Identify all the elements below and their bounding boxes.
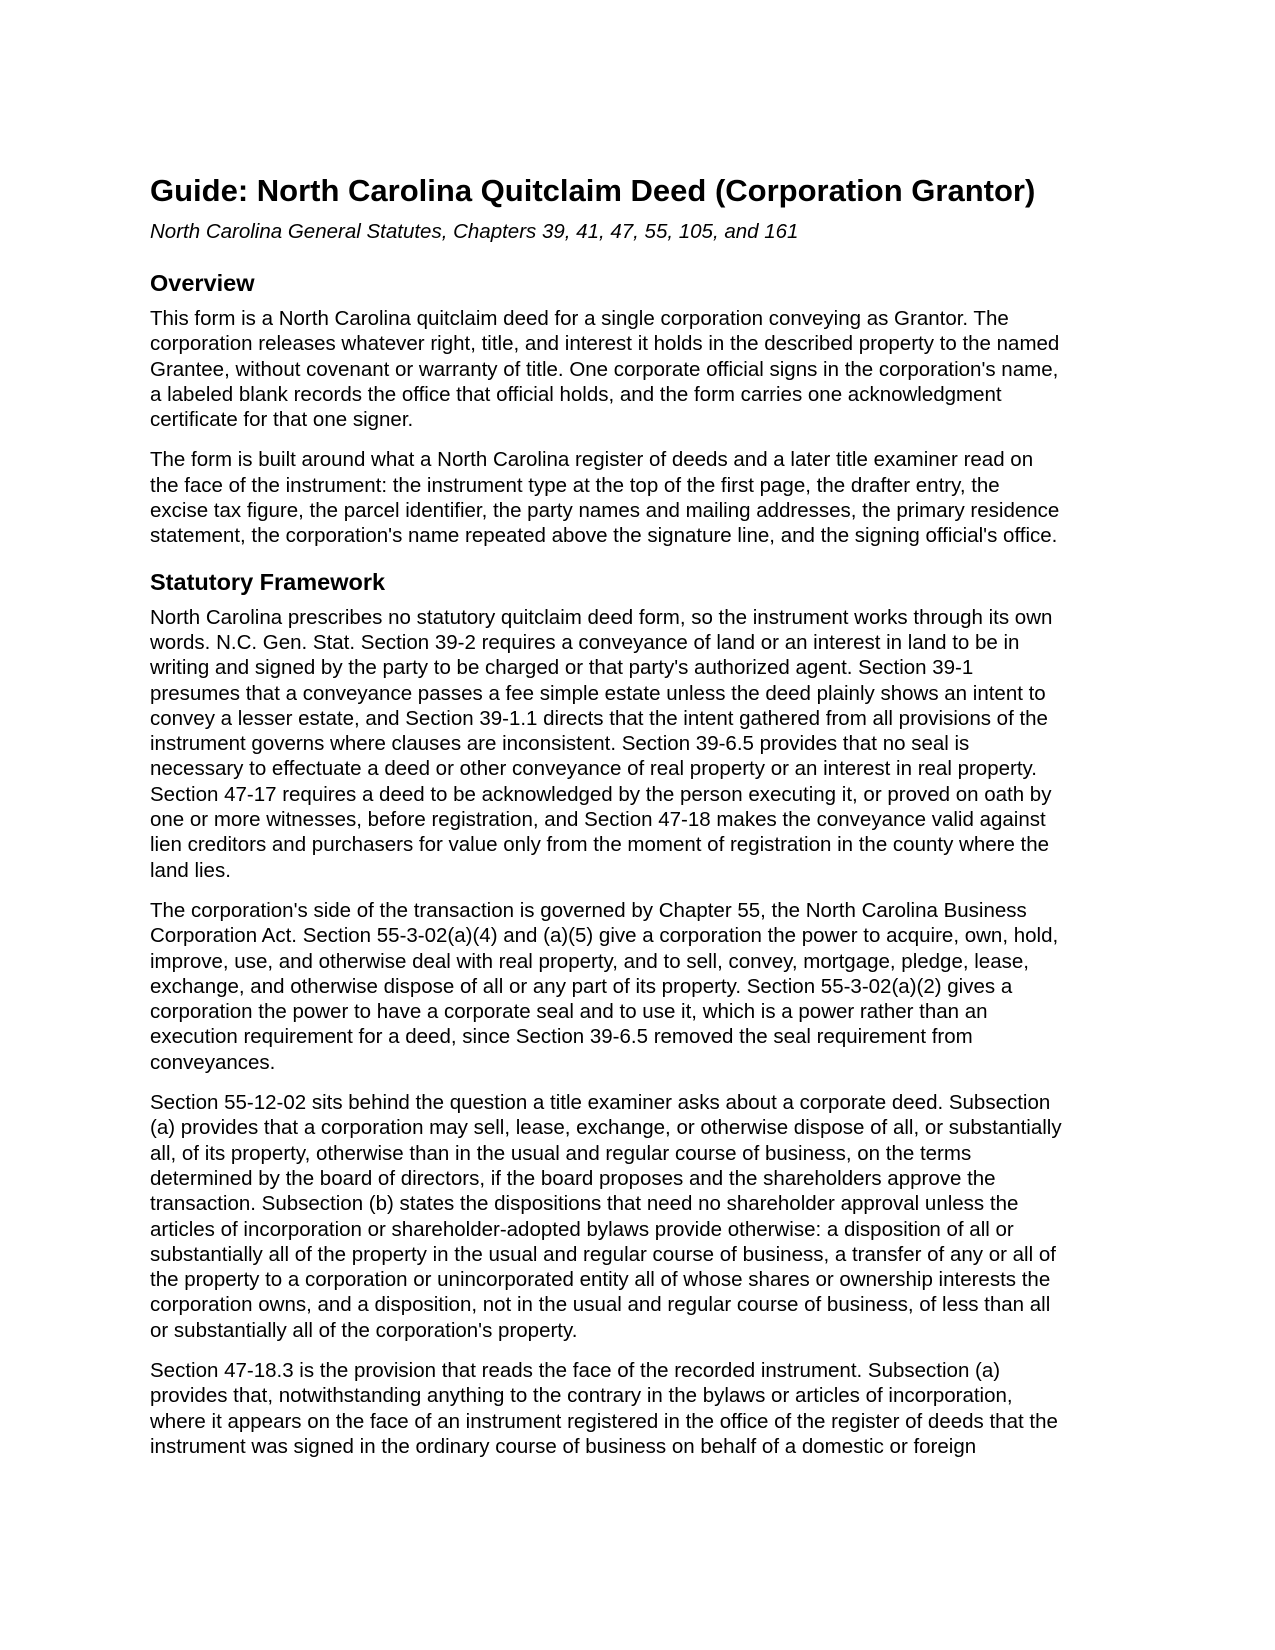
paragraph-line: all, of its property, otherwise than in the usual and regular course of business, on the terms [150, 1141, 972, 1165]
paragraph-line: The form is built around what a North Carolina register of deeds and a later title examiner read on [150, 448, 1034, 472]
paragraph-line: articles of incorporation or shareholder-adopted bylaws provide otherwise: a disposition of all or [150, 1217, 1014, 1241]
paragraph-line: substantially all of the property in the usual and regular course of business, a transfer of any or all of [150, 1242, 1056, 1266]
paragraph-line: execution requirement for a deed, since Section 39-6.5 removed the seal requirement from [150, 1025, 973, 1049]
paragraph-line: corporation releases whatever right, title, and interest it holds in the described property to the named [150, 332, 1060, 356]
paragraph-line: The corporation's side of the transaction is governed by Chapter 55, the North Carolina Business [150, 898, 1027, 922]
paragraph-line: provides that, notwithstanding anything to the contrary in the bylaws or articles of incorporation, [150, 1384, 1013, 1408]
body-paragraph [150, 605, 1125, 883]
paragraph-line: determined by the board of directors, if the board proposes and the shareholders approve the [150, 1166, 996, 1190]
paragraph-line: certificate for that one signer. [150, 408, 414, 432]
paragraph-line: transaction. Subsection (b) states the dispositions that need no shareholder approval unless the [150, 1192, 1019, 1216]
document-page [150, 172, 1125, 1459]
paragraph-line: words. N.C. Gen. Stat. Section 39-2 requires a conveyance of land or an interest in land to be in [150, 630, 1020, 654]
paragraph-line: or substantially all of the corporation's property. [150, 1318, 578, 1342]
paragraph-line: conveyances. [150, 1050, 276, 1074]
body-paragraph [150, 898, 1125, 1075]
paragraph-line: excise tax figure, the parcel identifier, the party names and mailing addresses, the primary residence [150, 499, 1060, 523]
paragraph-line: exchange, and otherwise dispose of all or any part of its property. Section 55-3-02(a)(2) gives a [150, 974, 1013, 998]
document-title: Guide: North Carolina Quitclaim Deed (Corporation Grantor) [150, 173, 1036, 208]
paragraph-line: Corporation Act. Section 55-3-02(a)(4) and (a)(5) give a corporation the power to acquire, own, hold, [150, 924, 1059, 948]
paragraph-line: Section 47-17 requires a deed to be acknowledged by the person executing it, or proved on oath by [150, 782, 1052, 806]
document-subtitle: North Carolina General Statutes, Chapters 39, 41, 47, 55, 105, and 161 [150, 220, 799, 243]
paragraph-line: Grantee, without covenant or warranty of title. One corporate official signs in the corporation's name, [150, 357, 1059, 381]
paragraph-line: corporation the power to have a corporate seal and to use it, which is a power rather than an [150, 1000, 988, 1024]
paragraph-line: writing and signed by the party to be charged or that party's authorized agent. Section 39-1 [150, 656, 974, 680]
body-paragraph [150, 306, 1125, 432]
paragraph-line: statement, the corporation's name repeated above the signature line, and the signing official's office. [150, 524, 1058, 548]
paragraph-line: Section 47-18.3 is the provision that reads the face of the recorded instrument. Subsection (a) [150, 1358, 1001, 1382]
paragraph-line: corporation owns, and a disposition, not in the usual and regular course of business, of less than all [150, 1293, 1051, 1317]
body-paragraph [150, 1358, 1125, 1459]
section-heading: Overview [150, 270, 255, 296]
paragraph-line: This form is a North Carolina quitclaim deed for a single corporation conveying as Grantor. The [150, 307, 1009, 330]
section-heading: Statutory Framework [150, 568, 386, 595]
paragraph-line: improve, use, and otherwise deal with real property, and to sell, convey, mortgage, pledge, lease, [150, 949, 1029, 973]
paragraph-line: the property to a corporation or unincorporated entity all of whose shares or ownership interests the [150, 1268, 1051, 1292]
body-paragraph [150, 447, 1125, 548]
paragraph-line: North Carolina prescribes no statutory quitclaim deed form, so the instrument works through its own [150, 605, 1053, 629]
body-paragraph [150, 1090, 1125, 1343]
paragraph-line: the face of the instrument: the instrument type at the top of the first page, the drafter entry, the [150, 473, 1000, 497]
paragraph-line: lien creditors and purchasers for value only from the moment of registration in the county where the [150, 833, 1050, 857]
paragraph-line: instrument was signed in the ordinary course of business on behalf of a domestic or foreign [150, 1434, 977, 1458]
paragraph-line: one or more witnesses, before registration, and Section 47-18 makes the conveyance valid against [150, 808, 1046, 832]
paragraph-line: necessary to effectuate a deed or other conveyance of real property or an interest in real property. [150, 757, 1037, 781]
paragraph-line: Section 55-12-02 sits behind the question a title examiner asks about a corporate deed. Subsection [150, 1091, 1051, 1115]
paragraph-line: instrument governs where clauses are inconsistent. Section 39-6.5 provides that no seal is [150, 732, 970, 756]
paragraph-line: where it appears on the face of an instrument registered in the office of the register of deeds that the [150, 1409, 1058, 1433]
paragraph-line: a labeled blank records the office that official holds, and the form carries one acknowledgment [150, 382, 1002, 406]
document-body [150, 269, 1125, 1459]
paragraph-line: presumes that a conveyance passes a fee simple estate unless the deed plainly shows an intent to [150, 681, 1046, 705]
paragraph-line: convey a lesser estate, and Section 39-1.1 directs that the intent gathered from all provisions of the [150, 706, 1048, 730]
paragraph-line: (a) provides that a corporation may sell, lease, exchange, or otherwise dispose of all, or substantially [150, 1116, 1062, 1140]
paragraph-line: land lies. [150, 858, 231, 882]
